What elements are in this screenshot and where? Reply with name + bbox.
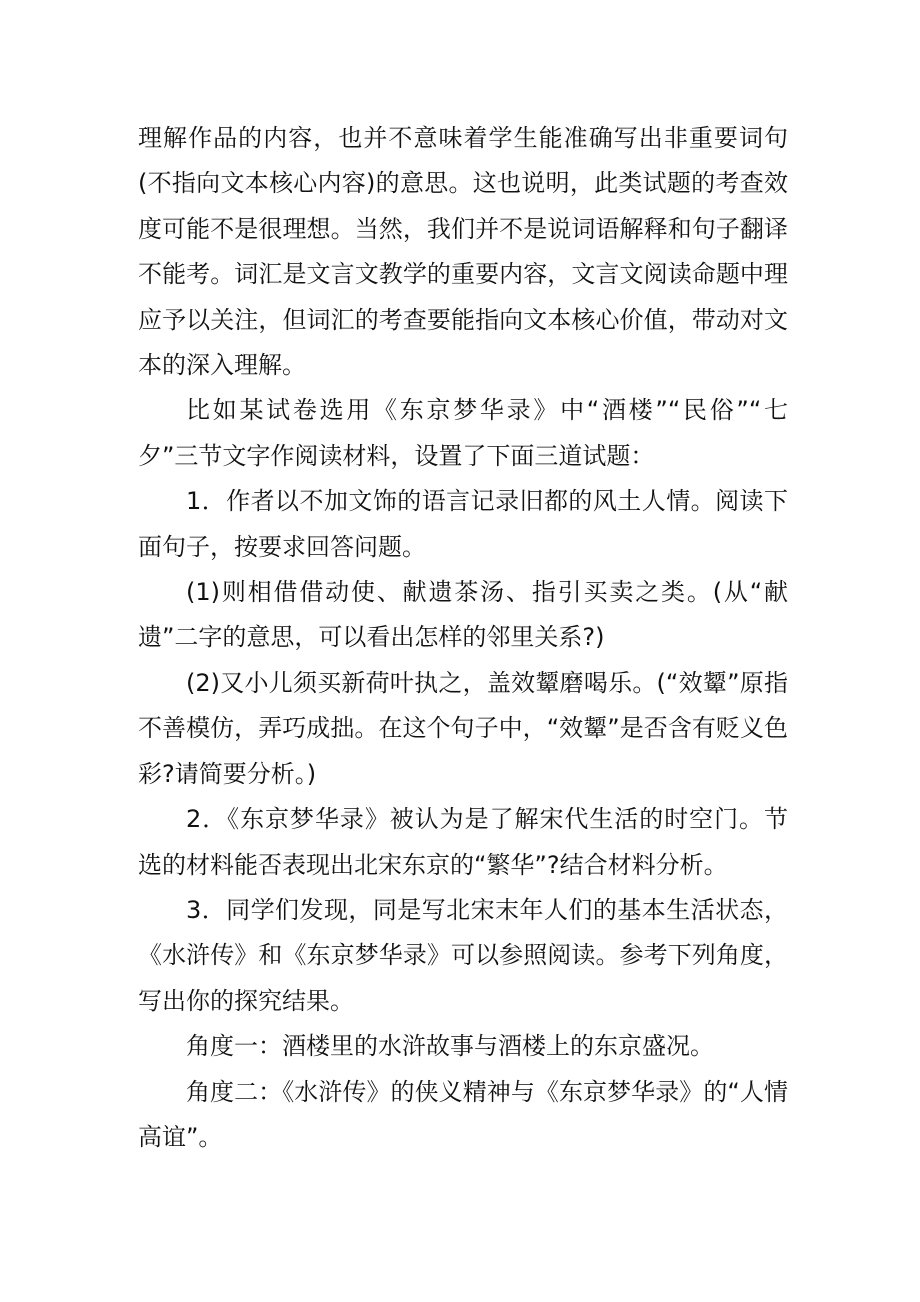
question-1-part-2: (2)又小儿须买新荷叶执之，盖效颦磨喝乐。(“效颦”原指不善模仿，弄巧成拙。在这个句子中，“效颦”是否含有贬义色彩?请简要分析。) [138,668,788,788]
paragraph: 比如某试卷选用《东京梦华录》中“酒楼”“民俗”“七夕”三节文字作阅读材料，设置了下面三道试题： [138,396,788,470]
body-text [138,116,788,1160]
question-1-intro: 1．作者以不加文饰的语言记录旧都的风土人情。阅读下面句子，按要求回答问题。 [138,487,788,561]
question-3: 3．同学们发现，同是写北宋末年人们的基本生活状态，《水浒传》和《东京梦华录》可以参照阅读。参考下列角度，写出你的探究结果。 [138,895,788,1015]
question-2: 2．《东京梦华录》被认为是了解宋代生活的时空门。节选的材料能否表现出北宋东京的“繁华”?结合材料分析。 [138,805,788,879]
angle-1: 角度一：酒楼里的水浒故事与酒楼上的东京盛况。 [186,1032,714,1061]
paragraph: 理解作品的内容，也并不意味着学生能准确写出非重要词句(不指向文本核心内容)的意思。这也说明，此类试题的考查效度可能不是很理想。当然，我们并不是说词语解释和句子翻译不能考。词汇是文言文教学的重要内容，文言文阅读命题中理应予以关注，但词汇的考查要能指向文本核心价值，带动对文本的深入理解。 [138,124,788,380]
angle-2: 角度二：《水浒传》的侠义精神与《东京梦华录》的“人情高谊”。 [138,1077,788,1151]
question-1-part-1: (1)则相借借动使、献遗茶汤、指引买卖之类。(从“献遗”二字的意思，可以看出怎样的邻里关系?) [138,578,788,652]
